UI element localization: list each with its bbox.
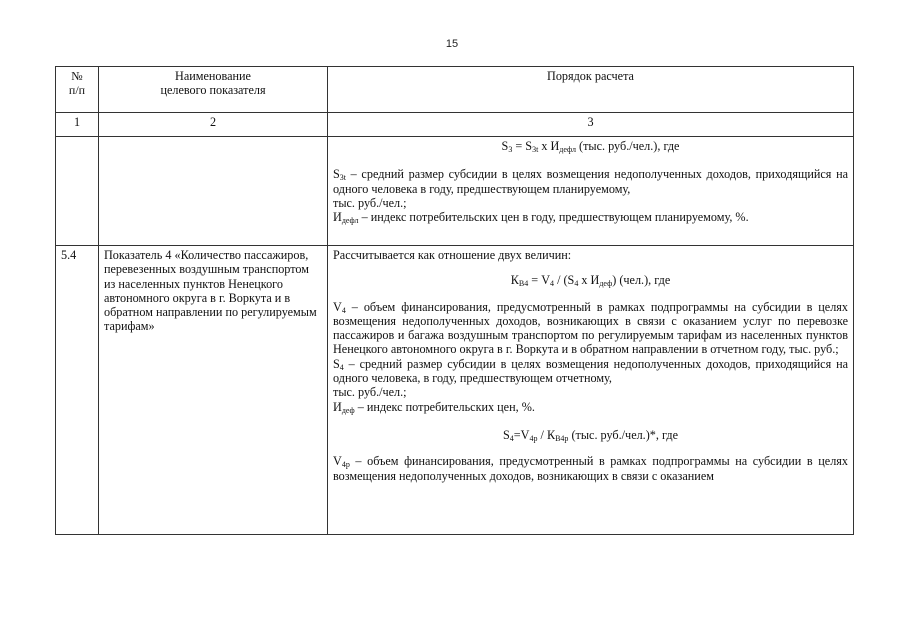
- header-col-number-line2: п/п: [68, 83, 86, 98]
- index-2: 2: [99, 113, 328, 137]
- header-col-number: [56, 67, 99, 113]
- header-col-name-line2: целевого показателя: [160, 83, 266, 98]
- table-row-continuation: [56, 137, 854, 246]
- definition-s4-unit: тыс. руб./чел.;: [333, 385, 407, 400]
- index-1: 1: [56, 113, 99, 137]
- definition-v4: $V_4$ – объем финансирования, предусмотренный в рамках подпрограммы на субсидии в целях возмещения недополученных доходов, возникающих в связи с оказанием услуг по перевозке пассажиров и багажа воздушным транспортом по регулируемым тарифам из населенных пунктов Ненецкого автономного округа в г. Воркута и в обратном направлении в отчетном году, тыс. руб.;: [333, 299, 848, 357]
- definition-s3t-unit: тыс. руб./чел.;: [333, 195, 407, 210]
- header-col-method: Порядок расчета: [328, 67, 854, 113]
- row-5-4-method: [328, 246, 854, 535]
- header-col-name-line1: Наименование: [175, 69, 251, 83]
- page-number: 15: [445, 38, 459, 50]
- definition-index-def: $И_{деф}$ – индекс потребительских цен, %.: [333, 399, 535, 415]
- method-intro: Рассчитывается как отношение двух величин:: [333, 248, 572, 262]
- row-continuation-method: [328, 137, 854, 246]
- column-index-row: [56, 113, 854, 137]
- definition-s4: $S_4$ – средний размер субсидии в целях возмещения недополученных доходов, приходящийся на одного человека, в году, предшествующем отчетному,: [333, 356, 848, 386]
- formula-s4: $S_4=V_{4р} / К_{В4р}$ (тыс. руб./чел.)*, где: [503, 427, 678, 443]
- formula-kv4: $К_{В4} = V_4 / (S_4$ x $И_{деф}$) (чел.), где: [510, 273, 671, 289]
- definition-v4p: $V_{4р}$ – объем финансирования, предусмотренный в рамках подпрограммы на субсидии в целях возмещения недополученных доходов, возникающих в связи с оказанием: [333, 454, 848, 483]
- row-continuation-number: [56, 137, 99, 246]
- index-3: 3: [328, 113, 854, 137]
- table-row-5-4: [56, 246, 854, 535]
- header-col-name: [99, 67, 328, 113]
- row-5-4-number: 5.4: [56, 246, 99, 535]
- table-header-row: [56, 67, 854, 113]
- target-indicators-table: [55, 66, 854, 535]
- row-continuation-name: [99, 137, 328, 246]
- row-5-4-name: Показатель 4 «Количество пассажиров, перевезенных воздушным транспортом из населенных пунктов Ненецкого автономного округа в г. Воркута и в обратном направлении по регулируемым тарифам»: [99, 246, 328, 535]
- header-col-number-line1: №: [71, 69, 83, 83]
- definition-s3t: $S_{3t}$ – средний размер субсидии в целях возмещения недополученных доходов, приходящийся на одного человека в году, предшествующем планируемому,: [333, 167, 848, 196]
- definition-index-defl: $И_{дефл}$ – индекс потребительских цен в году, предшествующем планируемому, %.: [333, 210, 749, 226]
- formula-s3: $S_3 = S_{3t}$ x $И_{дефл}$ (тыс. руб./чел.), где: [501, 139, 680, 154]
